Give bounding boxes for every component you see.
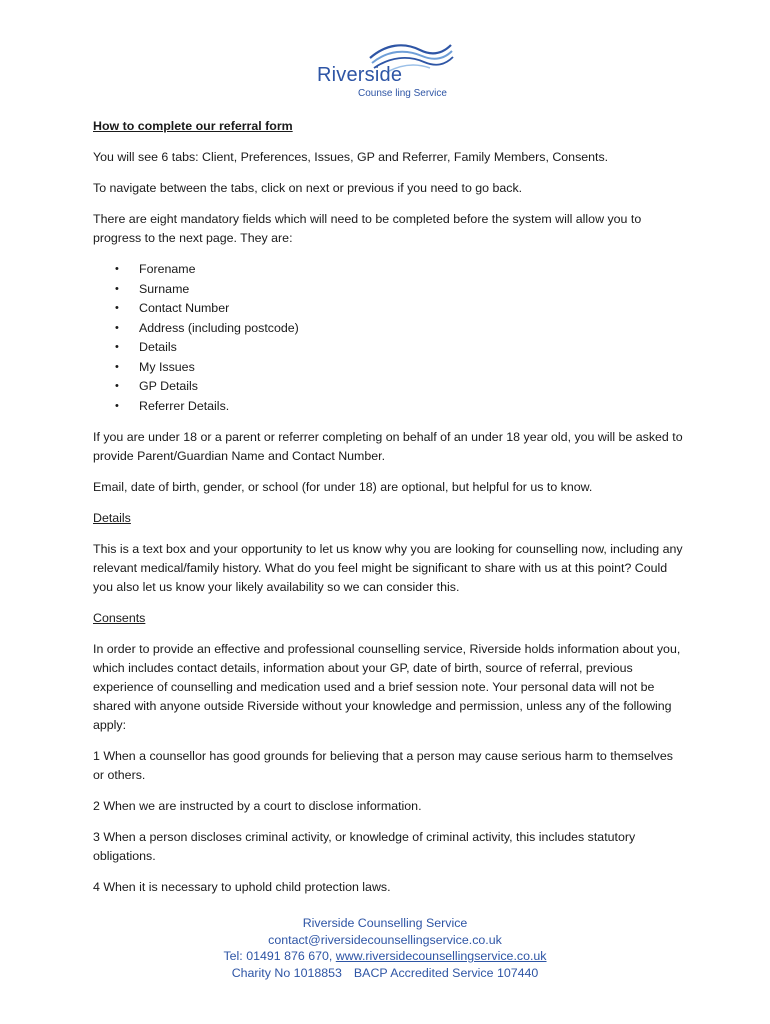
list-item-label: My Issues (139, 359, 195, 374)
intro-navigation-paragraph: To navigate between the tabs, click on next or previous if you need to go back. (93, 181, 523, 195)
details-paragraph: This is a text box and your opportunity to let us know why you are looking for counselling now, including any relevant medical/family history. What do you feel might be significant to share with us at this point? Could you also let us know your likely availability so we can consider this. (93, 542, 683, 594)
bullet-icon: • (115, 341, 119, 353)
list-item (93, 319, 683, 339)
under-18-paragraph: If you are under 18 or a parent or referrer completing on behalf of an under 18 year old, you will be asked to provide Parent/Guardian Name and Contact Number. (93, 430, 683, 463)
document-body (93, 117, 683, 909)
bullet-icon: • (115, 399, 119, 412)
consents-heading: Consents (93, 611, 146, 625)
list-item (93, 280, 683, 300)
consent-exception-3: 3 When a person discloses criminal activity, or knowledge of criminal activity, this includes statutory obligations. (93, 830, 636, 863)
footer-bacp-accreditation: BACP Accredited Service 107440 (353, 965, 539, 980)
list-item (93, 377, 683, 397)
list-item (93, 338, 683, 358)
bullet-icon: • (115, 360, 119, 373)
list-item-label: GP Details (139, 379, 198, 393)
page-title: How to complete our referral form (93, 119, 293, 133)
list-item-label: Forename (139, 262, 196, 276)
footer-org-name: Riverside Counselling Service (302, 916, 468, 930)
bullet-icon: • (115, 282, 119, 295)
bullet-icon: • (115, 302, 119, 314)
consents-paragraph: In order to provide an effective and professional counselling service, Riverside holds information about you, which includes contact details, information about your GP, date of birth, source of referral, previous experience of counselling and medication used and a brief session note. Your personal data will not be shared with anyone outside Riverside without your knowledge and permission, unless any of the following apply: (93, 642, 681, 732)
mandatory-fields-list (93, 260, 683, 416)
list-item (93, 397, 683, 417)
list-item (93, 358, 683, 378)
list-item (93, 260, 683, 280)
consent-exception-1: 1 When a counsellor has good grounds for believing that a person may cause serious harm to themselves or others. (93, 749, 673, 782)
consent-exception-4: 4 When it is necessary to uphold child protection laws. (93, 880, 391, 894)
bullet-icon: • (115, 321, 119, 334)
intro-tabs-paragraph: You will see 6 tabs: Client, Preferences, Issues, GP and Referrer, Family Members, Consents. (93, 150, 609, 164)
list-item (93, 299, 683, 319)
details-heading: Details (93, 511, 131, 525)
logo-wordmark: Riverside (317, 64, 403, 86)
bullet-icon: • (115, 380, 119, 392)
intro-mandatory-paragraph: There are eight mandatory fields which will need to be completed before the system will allow you to progress to the next page. They are: (93, 212, 642, 245)
list-item-label: Referrer Details. (139, 398, 230, 413)
consent-exception-2: 2 When we are instructed by a court to disclose information. (93, 799, 422, 813)
footer-telephone: Tel: 01491 876 670, (223, 949, 333, 963)
riverside-logo (312, 40, 454, 102)
footer-website-link[interactable]: www.riversidecounsellingservice.co.uk (335, 949, 547, 963)
footer-registration-line (0, 965, 770, 982)
footer-contact-line (0, 948, 770, 965)
list-item-label: Surname (139, 281, 190, 296)
list-item-label: Contact Number (139, 301, 230, 315)
optional-fields-paragraph: Email, date of birth, gender, or school (for under 18) are optional, but helpful for us to know. (93, 480, 593, 494)
page-footer (0, 915, 770, 981)
list-item-label: Details (139, 340, 177, 354)
logo-tagline: Counse ling Service (358, 88, 447, 99)
footer-charity-number: Charity No 1018853 (231, 965, 342, 980)
footer-email[interactable]: contact@riversidecounsellingservice.co.uk (268, 932, 502, 947)
list-item-label: Address (including postcode) (139, 320, 299, 335)
bullet-icon: • (115, 263, 119, 275)
